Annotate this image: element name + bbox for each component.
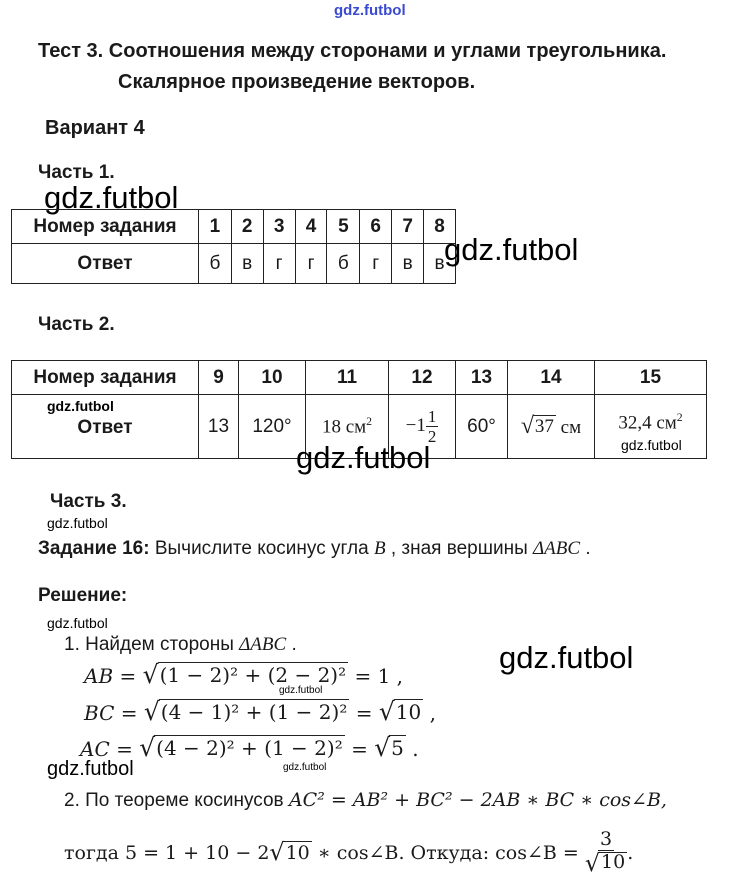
watermark-top: gdz.futbol: [334, 2, 406, 19]
answer-14-radicand: 37: [534, 415, 554, 437]
answer-11-exponent: 2: [366, 414, 373, 428]
sqrt-sign-icon: √: [374, 733, 391, 762]
watermark-big-1: gdz.futbol: [44, 180, 179, 215]
step-3-pre: тогда 5 = 1 + 10 − 2: [64, 841, 270, 864]
bc-mid: =: [349, 701, 379, 725]
part1-number-cell: 7: [392, 210, 424, 244]
part2-answer-9: 13: [199, 395, 239, 459]
step-3-radicand: 10: [285, 842, 310, 864]
part1-answer-label: Ответ: [12, 244, 199, 284]
part2-answer-15: [595, 395, 707, 459]
ac-lhs: AC =: [80, 737, 140, 761]
bc-radicand: (4 − 1)² + (1 − 2)²: [160, 700, 348, 724]
sqrt-sign-icon: √: [520, 412, 534, 439]
bc-sqrt: [144, 699, 350, 724]
step-1-triangle: ΔABC: [239, 634, 287, 655]
step-1-text: 1. Найдем стороны: [64, 634, 240, 655]
part2-number-cell: 9: [199, 361, 239, 395]
part1-answer-table: [11, 209, 456, 284]
watermark-big-3: gdz.futbol: [296, 440, 431, 475]
task-16-triangle: ΔABC: [533, 538, 581, 559]
task-16-text: Вычислите косинус угла: [149, 538, 374, 559]
bc-result-sqrt: [379, 699, 423, 724]
ac-sqrt: [139, 735, 345, 760]
solution-step-1: [64, 634, 297, 656]
step-3-end: .: [627, 841, 634, 864]
answer-12-whole: −1: [405, 414, 426, 436]
sqrt-sign-icon: √: [378, 697, 395, 726]
bc-result: 10: [395, 700, 422, 724]
part2-answer-14: [508, 395, 595, 459]
solution-label: Решение:: [38, 585, 128, 606]
part1-answer-cell: в: [392, 244, 424, 284]
sqrt-sign-icon: √: [143, 697, 160, 726]
part1-number-cell: 8: [424, 210, 456, 244]
part1-number-cell: 1: [199, 210, 232, 244]
variant-label: Вариант 4: [45, 117, 145, 139]
part2-header-row: [12, 361, 707, 395]
watermark-big-4: gdz.futbol: [499, 640, 634, 675]
ab-lhs: AB =: [84, 664, 143, 688]
part1-number-cell: 4: [295, 210, 327, 244]
watermark-small-1: gdz.futbol: [47, 398, 114, 414]
task-16-label: Задание 16:: [38, 538, 150, 559]
step-2-formula: AC² = AB² + BC² − 2AB ∗ BC ∗ cos∠B,: [288, 789, 667, 811]
part2-label: Часть 2.: [38, 314, 115, 335]
step-3-den-sqrt: [584, 849, 627, 877]
part1-answer-cell: б: [327, 244, 360, 284]
watermark-tiny-2: gdz.futbol: [283, 762, 327, 773]
step-3-den-radicand: 10: [599, 852, 627, 876]
step-1-end: .: [286, 634, 297, 655]
part1-header-row: [12, 210, 456, 244]
task-16-text2: , зная вершины: [385, 538, 534, 559]
answer-14-unit: см: [555, 416, 582, 438]
step-3-denominator: [585, 851, 627, 876]
task-16-end: .: [580, 538, 591, 559]
part2-answer-10: 120°: [239, 395, 306, 459]
ab-rhs: = 1 ,: [348, 664, 404, 688]
watermark-small-2: gdz.futbol: [621, 437, 682, 453]
equation-ab: [84, 662, 403, 688]
watermark-small-4: gdz.futbol: [47, 615, 108, 631]
solution-step-2: [64, 789, 667, 812]
part2-header-label: Номер задания: [12, 361, 199, 395]
part1-number-cell: 3: [263, 210, 295, 244]
answer-14-sqrt: [520, 412, 556, 439]
watermark-tiny-1: gdz.futbol: [279, 685, 323, 696]
part3-label: Часть 3.: [50, 491, 127, 512]
sqrt-sign-icon: √: [584, 849, 600, 877]
ac-radicand: (4 − 2)² + (1 − 2)²: [156, 736, 343, 760]
bc-end: ,: [423, 701, 436, 725]
answer-15-exponent: 2: [676, 410, 683, 424]
equation-bc: [84, 699, 436, 725]
part1-answer-cell: г: [360, 244, 392, 284]
part2-answer-label: Ответ: [77, 416, 133, 438]
test-title-line1: Тест 3. Соотношения между сторонами и углами треугольника.: [38, 40, 667, 62]
part1-answer-cell: в: [231, 244, 263, 284]
step-3-fraction: [585, 830, 627, 876]
part2-number-cell: 13: [456, 361, 508, 395]
step-2-text: 2. По теореме косинусов: [64, 790, 289, 811]
task-16-angle: B: [373, 538, 386, 559]
part1-label: Часть 1.: [38, 162, 115, 183]
part1-number-cell: 6: [360, 210, 392, 244]
part2-number-cell: 10: [239, 361, 306, 395]
step-3-numerator: 3: [599, 828, 613, 850]
part1-number-cell: 5: [327, 210, 360, 244]
step-3-sqrt: [269, 838, 311, 866]
part2-number-cell: 11: [306, 361, 389, 395]
ac-end: .: [405, 737, 419, 761]
watermark-medium: gdz.futbol: [47, 758, 134, 780]
ab-sqrt: [143, 662, 349, 687]
answer-11-value: 18 см: [321, 416, 367, 438]
test-title-line2: Скалярное произведение векторов.: [118, 71, 476, 93]
part1-answer-cell: б: [199, 244, 232, 284]
ac-mid: =: [344, 737, 375, 761]
sqrt-sign-icon: √: [269, 838, 285, 866]
part2-number-cell: 12: [389, 361, 456, 395]
answer-12-numerator: 1: [427, 407, 437, 426]
part1-header-label: Номер задания: [12, 210, 199, 244]
part2-number-cell: 15: [595, 361, 707, 395]
bc-lhs: BC =: [84, 701, 144, 725]
sqrt-sign-icon: √: [139, 733, 156, 762]
solution-step-3: [64, 830, 633, 876]
part1-number-cell: 2: [231, 210, 263, 244]
step-3-mid: ∗ cos∠B. Откуда: cos∠B =: [311, 841, 585, 864]
part1-answer-cell: в: [424, 244, 456, 284]
part1-answer-cell: г: [263, 244, 295, 284]
watermark-big-2: gdz.futbol: [444, 232, 579, 267]
answer-12-denominator: 2: [427, 427, 437, 446]
part2-number-cell: 14: [508, 361, 595, 395]
sqrt-sign-icon: √: [142, 660, 159, 689]
part2-answer-label-cell: [12, 395, 199, 459]
part2-answer-13: 60°: [456, 395, 508, 459]
ac-result: 5: [391, 736, 404, 760]
ab-radicand: (1 − 2)² + (2 − 2)²: [159, 663, 347, 687]
answer-15-value: 32,4 см: [618, 412, 677, 434]
ac-result-sqrt: [374, 735, 406, 760]
part1-answer-cell: г: [295, 244, 327, 284]
watermark-small-3: gdz.futbol: [47, 515, 108, 531]
task-16: [38, 538, 591, 560]
part1-answer-row: [12, 244, 456, 284]
